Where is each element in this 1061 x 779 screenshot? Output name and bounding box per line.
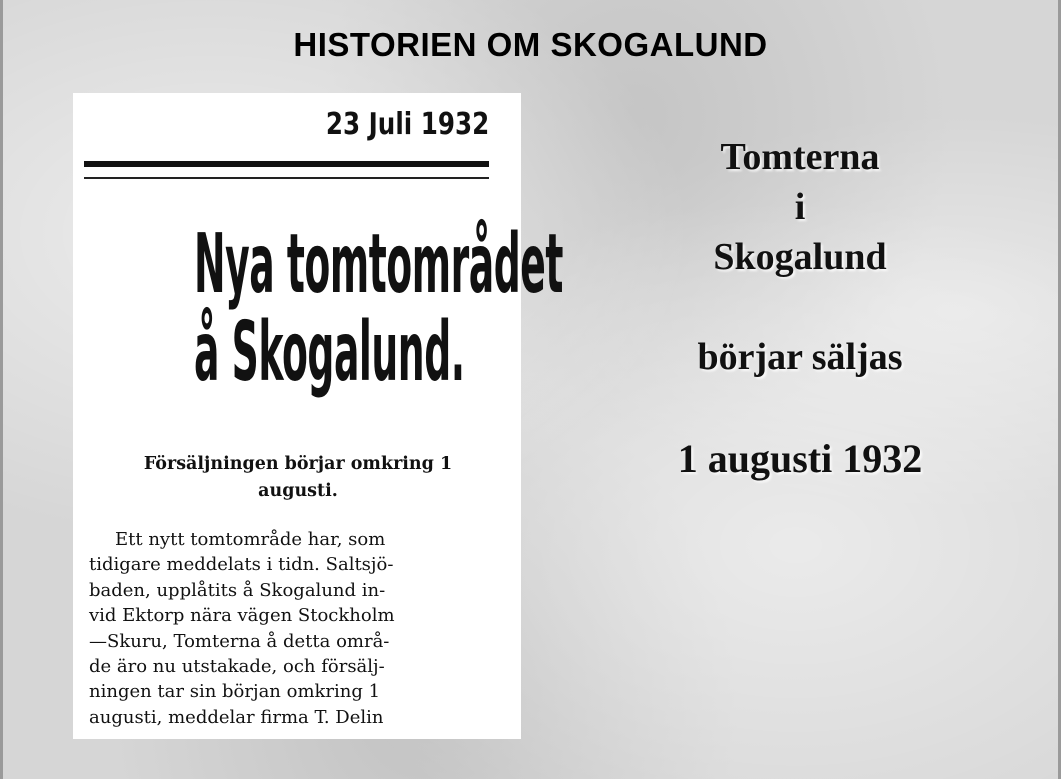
- announcement-line1: Tomterna: [720, 136, 880, 178]
- clipping-body-line: ningen tar sin början omkring 1: [89, 681, 381, 703]
- announcement-line4: börjar säljas: [697, 336, 903, 378]
- frame-left-border: [0, 0, 3, 779]
- clipping-body-line: baden, upplåtits å Skogalund in-: [89, 579, 386, 601]
- clipping-subhead: [93, 451, 503, 505]
- clipping-headline-line1: Nya tomtområdet: [193, 217, 563, 312]
- clipping-rule-thin: [84, 177, 489, 179]
- clipping-headline-line2: å Skogalund.: [193, 305, 465, 400]
- clipping-subhead-line1: Försäljningen börjar omkring 1: [143, 454, 453, 474]
- clipping-body-line: —Skuru, Tomterna å detta områ-: [89, 630, 390, 652]
- clipping-body: [89, 527, 491, 730]
- clipping-body-line: de äro nu utstakade, och försälj-: [89, 656, 385, 678]
- announcement-heading: [600, 132, 1000, 282]
- clipping-subhead-line2: augusti.: [258, 481, 338, 501]
- page-title: HISTORIEN OM SKOGALUND: [293, 26, 768, 63]
- clipping-body-line: augusti, meddelar firma T. Delin: [89, 706, 384, 728]
- clipping-date: 23 Juli 1932: [325, 107, 489, 142]
- clipping-body-line: tidigare meddelats i tidn. Saltsjö-: [89, 554, 394, 576]
- newspaper-clipping: [73, 93, 563, 739]
- announcement-line3: Skogalund: [713, 236, 887, 278]
- clipping-rule-thick: [84, 161, 489, 167]
- announcement-date: 1 augusti 1932: [677, 436, 923, 481]
- announcement-line2: i: [794, 186, 806, 228]
- clipping-headline: [193, 217, 563, 400]
- clipping-body-line: Ett nytt tomtområde har, som: [115, 529, 386, 550]
- clipping-body-line: vid Ektorp nära vägen Stockholm: [89, 605, 395, 627]
